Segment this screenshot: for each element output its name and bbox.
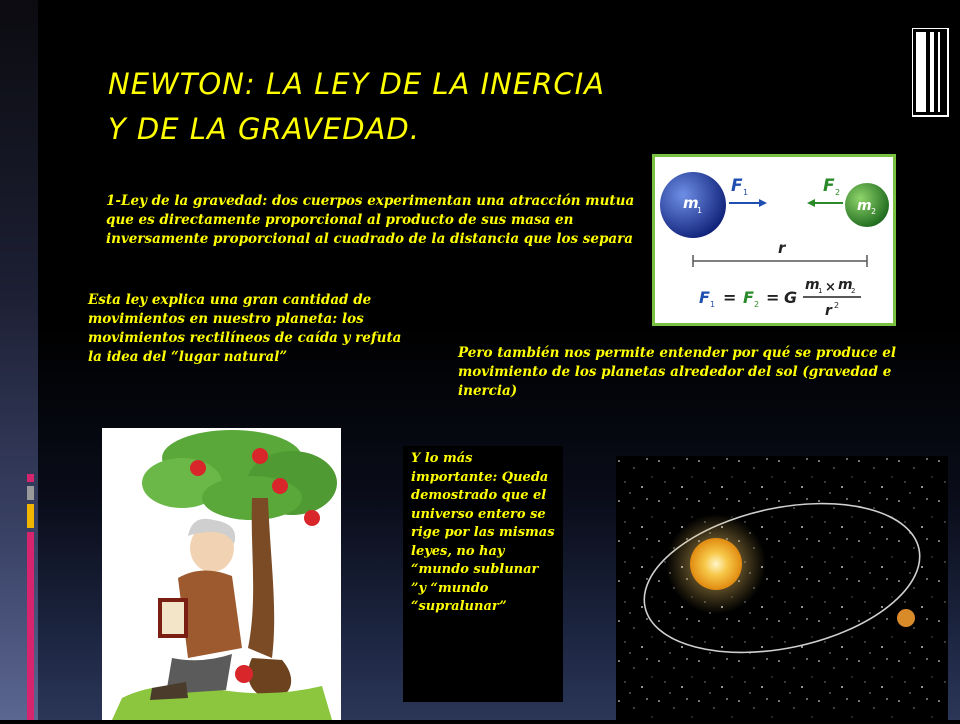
eq-equals-1: = (723, 288, 737, 307)
force-1-arrowhead (759, 199, 767, 207)
eq-f2: F (743, 288, 754, 307)
mass-1-sub: 1 (697, 206, 703, 215)
eq-equals-2: = (766, 288, 780, 307)
force-1-sub: 1 (743, 188, 749, 197)
force-2-arrowhead (807, 199, 815, 207)
title-line-2: Y DE LA GRAVEDAD. (108, 112, 420, 146)
mass-2-sub: 2 (871, 207, 877, 216)
solar-orbit-svg (616, 456, 948, 720)
eq-num-m1: m (805, 277, 820, 293)
accent-bar-pink-top (27, 474, 34, 482)
accent-bar-yellow (27, 504, 34, 528)
eq-den-exp: 2 (834, 301, 840, 310)
eq-den-r: r (825, 303, 832, 319)
eq-f1: F (699, 288, 710, 307)
explanation-text: Esta ley explica una gran cantidad de movimientos en nuestro planeta: los movimientos rectilíneos de caída y refuta la idea del “lugar natural” (88, 292, 402, 365)
corner-decoration-icon (912, 28, 952, 120)
force-2-sub: 2 (835, 188, 841, 197)
eq-num-m1-sub: 1 (818, 287, 823, 295)
solar-orbit-image (616, 456, 948, 720)
eq-num-m2-sub: 2 (851, 287, 856, 295)
title-line-1: NEWTON: LA LEY DE LA INERCIA (108, 67, 605, 101)
eq-f1-sub: 1 (710, 300, 716, 309)
accent-bar-gray (27, 486, 34, 500)
important-textbox (403, 446, 563, 702)
page-title (108, 62, 708, 152)
planets-text: Pero también nos permite entender por qué se produce el movimiento de los planetas alrededor del sol (gravedad e inercia) (458, 345, 896, 399)
eq-times: × (825, 280, 836, 295)
eq-num-m2: m (838, 277, 853, 293)
important-text: Y lo más importante: Queda demostrado que el universo entero se rige por las mismas leyes, no hay “mundo sublunar ”y “mundo “supralunar” (411, 451, 555, 614)
force-1-label: F (731, 176, 743, 196)
eq-f2-sub: 2 (754, 300, 760, 309)
newton-apple-tree-image (102, 428, 341, 720)
force-2-label: F (823, 176, 835, 196)
distance-label: r (778, 239, 786, 257)
eq-g: G (784, 288, 798, 307)
gravity-diagram (652, 154, 896, 326)
gravity-diagram-svg (655, 157, 893, 323)
mass-2-label: m (857, 198, 872, 214)
gravity-law-text: 1-Ley de la gravedad: dos cuerpos experimentan una atracción mutua que es directamente proporcional al producto de sus masa en inversamente proporcional al cuadrado de la distancia que los separa (106, 193, 635, 247)
newton-illustration-svg (102, 428, 341, 720)
mass-1-label: m (683, 194, 699, 212)
accent-bar-pink-long (27, 532, 34, 720)
